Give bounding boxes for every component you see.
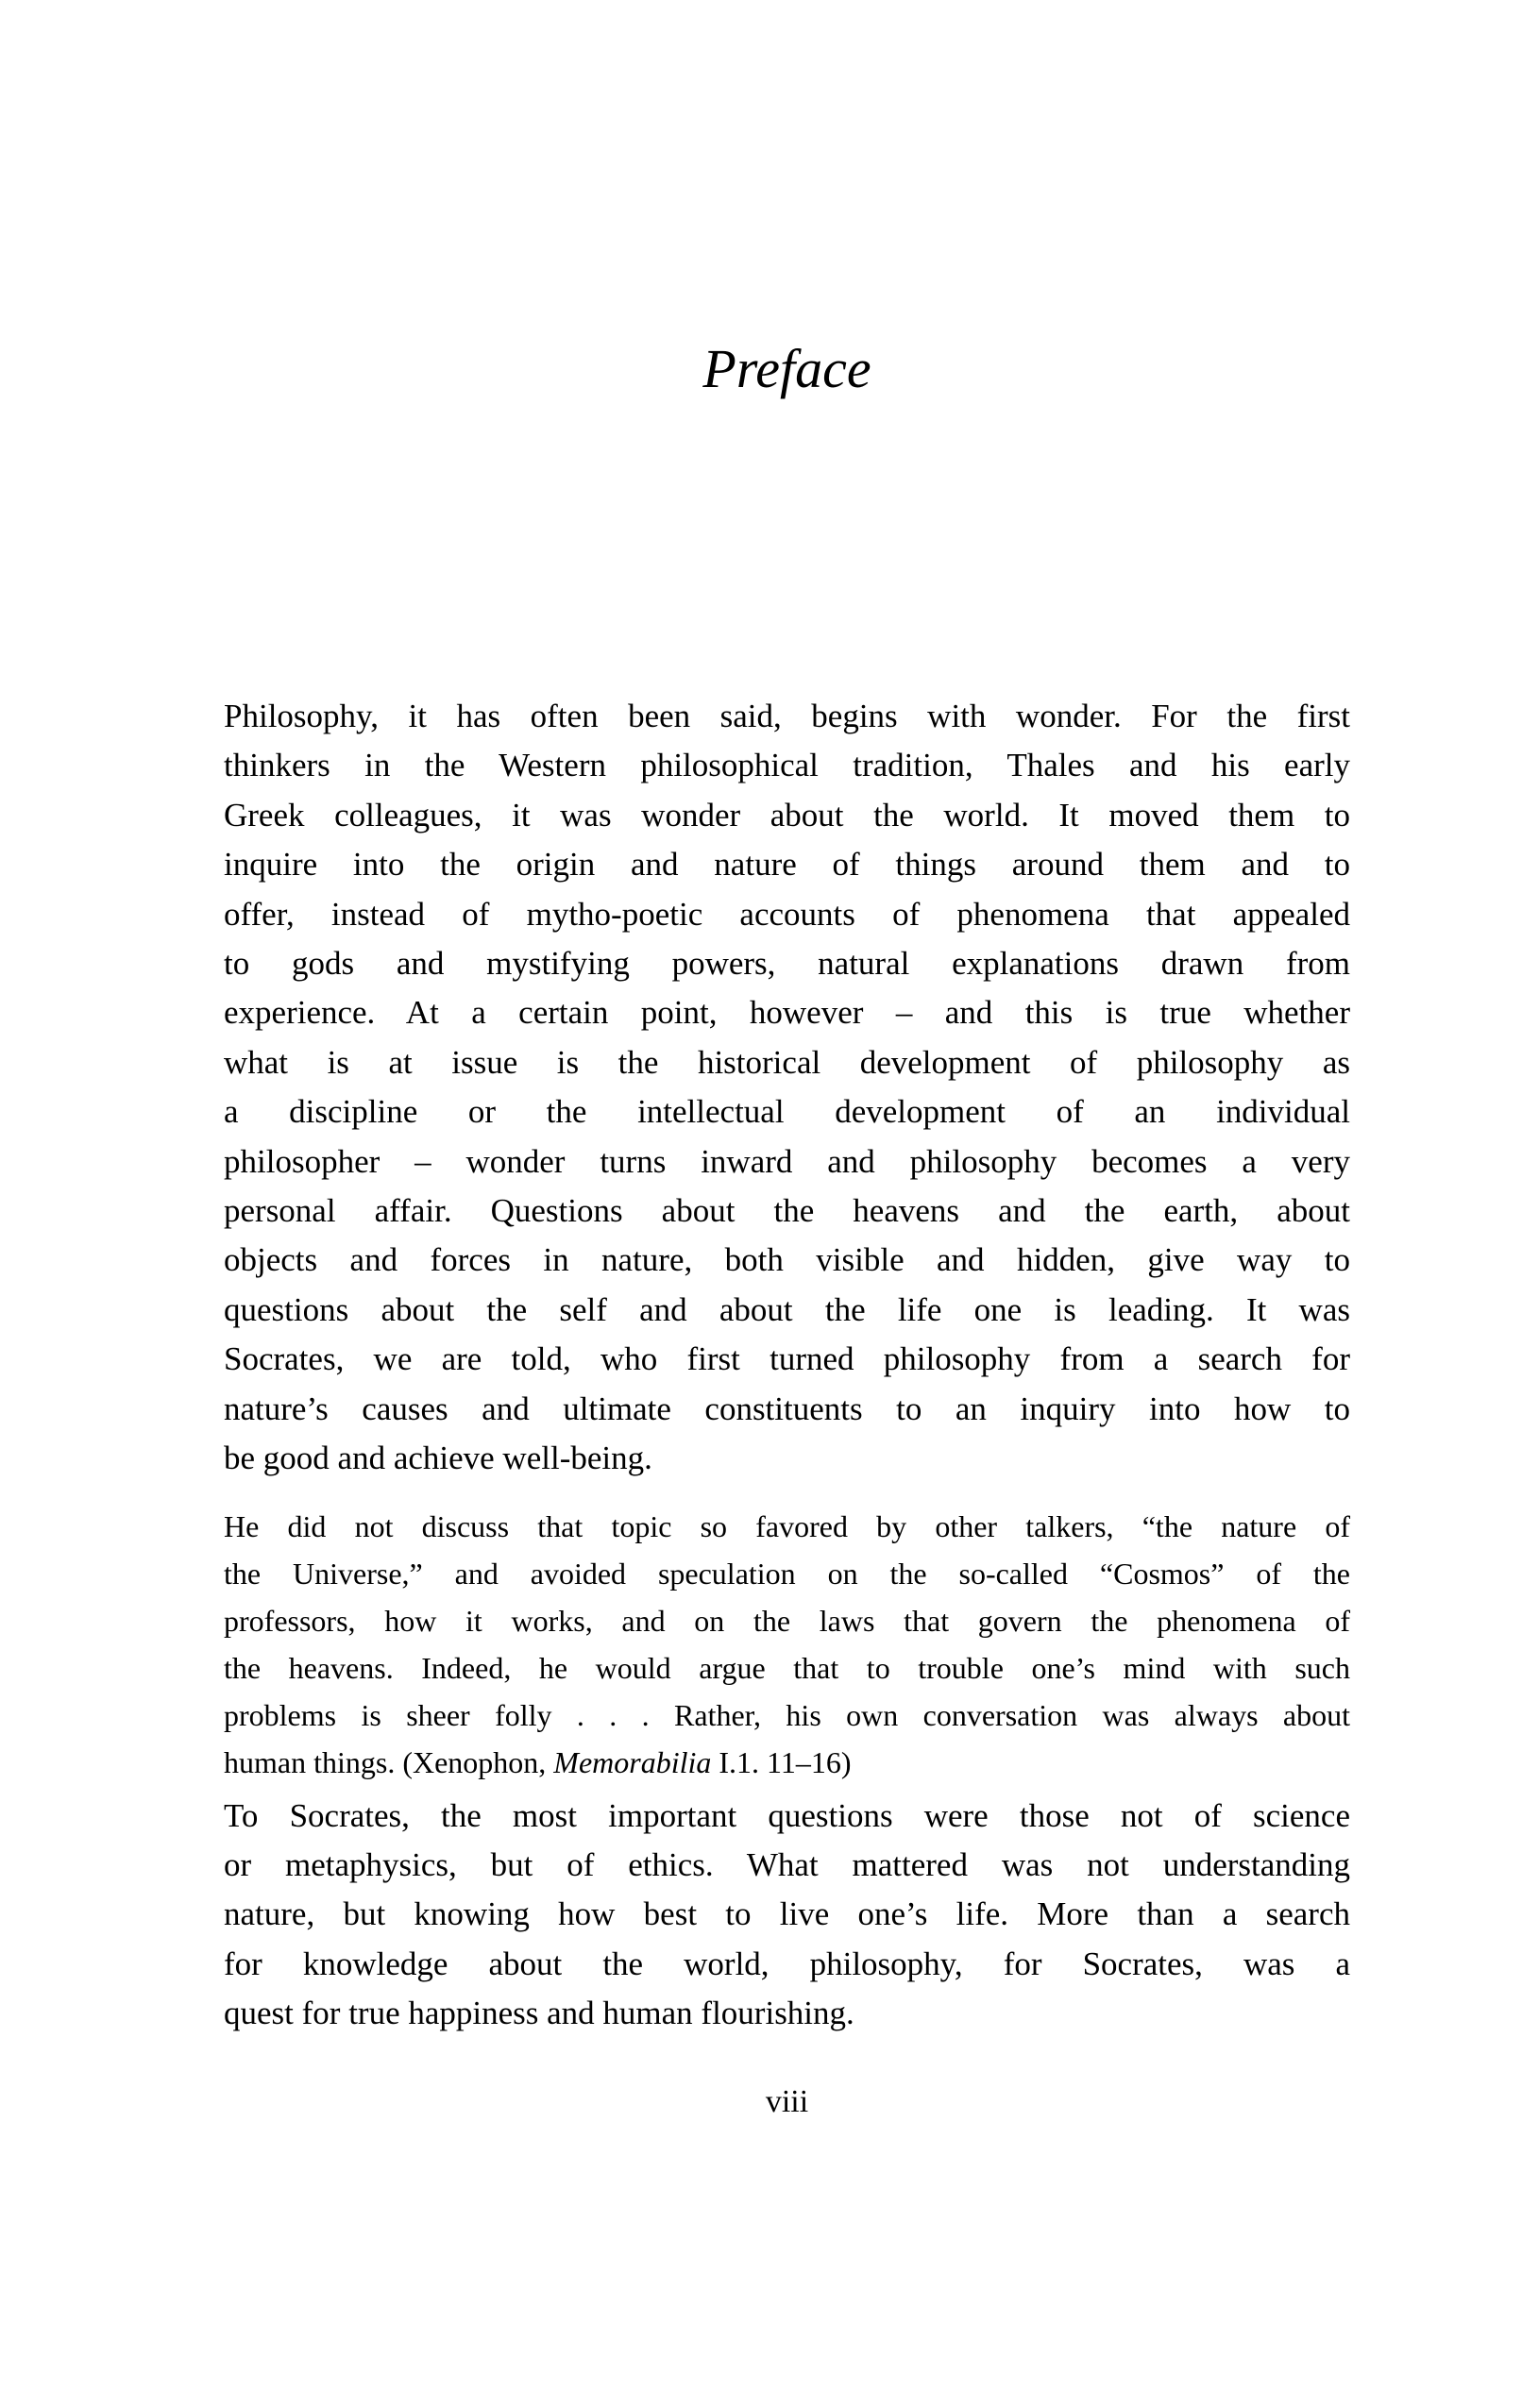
text-line: to gods and mystifying powers, natural explanations drawn from	[224, 945, 1350, 983]
paragraph-opening	[224, 692, 1350, 1484]
text-line: personal affair. Questions about the heavens and the earth, about	[224, 1192, 1350, 1230]
page-title: Preface	[702, 338, 871, 399]
text-line: experience. At a certain point, however – and this is true whether	[224, 994, 1350, 1032]
block-quote	[224, 1503, 1350, 1739]
text-line: be good and achieve well-being.	[224, 1440, 652, 1477]
citation-reference: I.1. 11–16)	[711, 1744, 852, 1779]
text-line: nature, but knowing how best to live one’s life. More than a search	[224, 1895, 1350, 1933]
text-line: the heavens. Indeed, he would argue that to trouble one’s mind with such	[224, 1650, 1350, 1685]
citation-text: human things. (Xenophon,	[224, 1744, 554, 1779]
text-line: philosopher – wonder turns inward and philosophy becomes a very	[224, 1142, 1350, 1180]
text-line: or metaphysics, but of ethics. What mattered was not understanding	[224, 1845, 1350, 1883]
text-line: what is at issue is the historical development of philosophy as	[224, 1043, 1350, 1081]
text-line: quest for true happiness and human flourishing.	[224, 1995, 854, 2032]
text-line: He did not discuss that topic so favored by other talkers, “the nature of	[224, 1508, 1350, 1543]
page-number: viii	[765, 2084, 809, 2119]
text-line: thinkers in the Western philosophical tradition, Thales and his early	[224, 747, 1350, 784]
text-line: questions about the self and about the life one is leading. It was	[224, 1290, 1350, 1328]
quote-citation-line	[224, 1739, 1350, 1786]
text-line: problems is sheer folly . . . Rather, his own conversation was always about	[224, 1697, 1350, 1732]
text-block	[224, 692, 1350, 2039]
text-line: nature’s causes and ultimate constituents to an inquiry into how to	[224, 1389, 1350, 1427]
text-line: Greek colleagues, it was wonder about the world. It moved them to	[224, 796, 1350, 834]
text-line: for knowledge about the world, philosophy, for Socrates, was a	[224, 1945, 1350, 1982]
citation-book-title: Memorabilia	[553, 1744, 712, 1779]
text-line: a discipline or the intellectual development of an individual	[224, 1093, 1350, 1131]
text-line: Philosophy, it has often been said, begins with wonder. For the first	[224, 698, 1350, 734]
text-line: To Socrates, the most important questions were those not of science	[224, 1796, 1350, 1834]
text-line: the Universe,” and avoided speculation on the so-called “Cosmos” of the	[224, 1556, 1350, 1591]
text-line: inquire into the origin and nature of things around them and to	[224, 846, 1350, 884]
text-line: Socrates, we are told, who first turned philosophy from a search for	[224, 1340, 1350, 1378]
text-line: offer, instead of mytho-poetic accounts of phenomena that appealed	[224, 895, 1350, 933]
text-line: objects and forces in nature, both visible and hidden, give way to	[224, 1241, 1350, 1279]
text-line: professors, how it works, and on the laws that govern the phenomena of	[224, 1603, 1350, 1638]
paragraph-closing	[224, 1792, 1350, 2039]
